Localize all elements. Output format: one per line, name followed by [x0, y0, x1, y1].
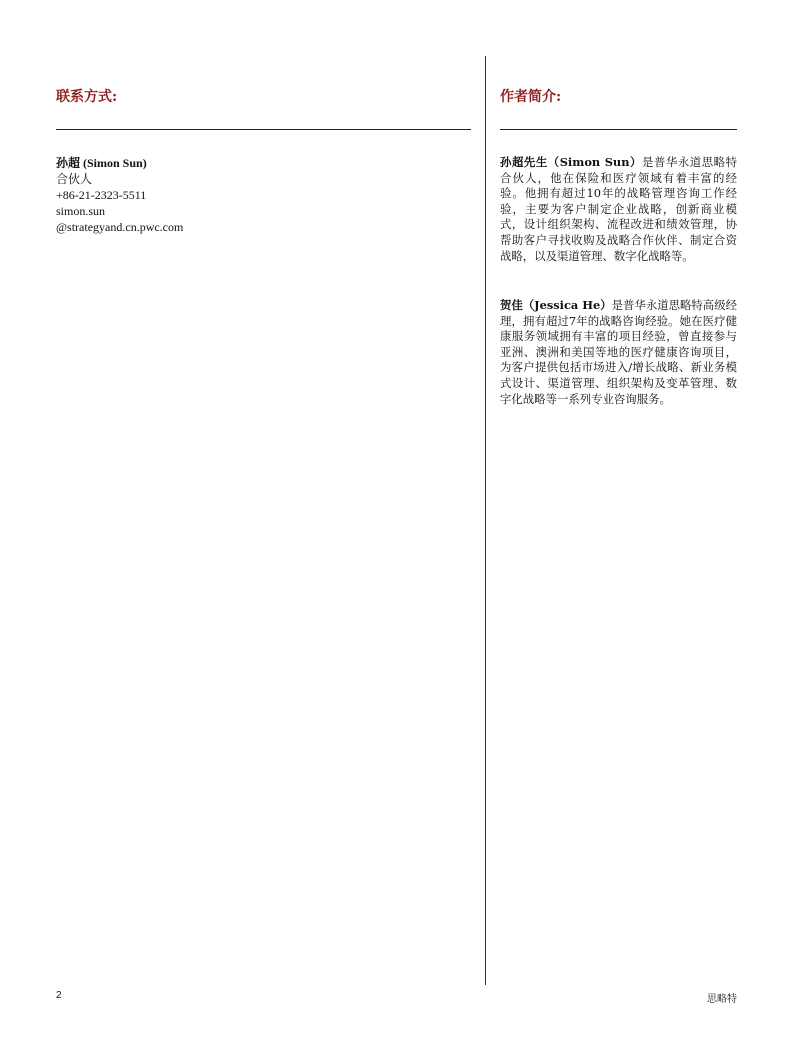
- contact-name: 孙超 (Simon Sun): [56, 156, 147, 170]
- author-intro-divider: [500, 129, 737, 130]
- author-intro-heading: 作者简介:: [500, 89, 562, 105]
- contact-heading: 联系方式:: [56, 89, 118, 105]
- page-number: 2: [56, 990, 62, 1001]
- contact-divider: [56, 129, 471, 130]
- author-bio-name: 贺佳（Jessica He）: [500, 298, 612, 312]
- footer-brand: 思略特: [707, 994, 737, 1005]
- author-bio-text: 是普华永道思略特高级经理，拥有超过7年的战略咨询经验。她在医疗健康服务领域拥有丰富的项目经验，曾直接参与亚洲、澳洲和美国等地的医疗健康咨询项目，为客户提供包括市场进入/增长战略、新业务模式设计、渠道管理、组织架构及变革管理、数字化战略等一系列专业咨询服务。: [500, 298, 737, 406]
- contact-phone: +86-21-2323-5511: [56, 188, 147, 202]
- author-bio-text: 是普华永道思略特合伙人，他在保险和医疗领域有着丰富的经验。他拥有超过10年的战略管理咨询工作经验，主要为客户制定企业战略，创新商业模式，设计组织架构、流程改进和绩效管理，协帮助客户寻找收购及战略合作伙伴、制定合资战略，以及渠道管理、数字化战略等。: [500, 155, 737, 263]
- author-bio-jessica: [500, 298, 737, 407]
- author-bio-simon: [500, 155, 737, 264]
- contact-email-user: simon.sun: [56, 204, 106, 218]
- author-bio-name: 孙超先生（Simon Sun）: [500, 155, 642, 169]
- contact-email-domain: @strategyand.cn.pwc.com: [56, 220, 184, 234]
- contact-block: [56, 155, 466, 235]
- column-divider: [485, 56, 486, 985]
- contact-title: 合伙人: [56, 172, 93, 186]
